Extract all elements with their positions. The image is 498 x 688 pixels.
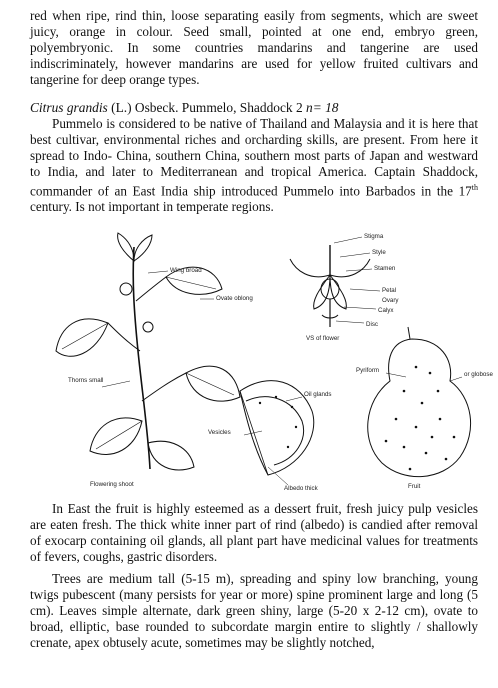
section-heading: [30, 100, 478, 116]
label-shoot: Flowering shoot: [90, 481, 134, 489]
label-petal: Petal: [382, 287, 397, 295]
label-stamen: Stamen: [374, 265, 396, 273]
chromosome-number: n= 18: [306, 100, 339, 115]
label-style: Style: [372, 249, 386, 257]
label-vs-flower: VS of flower: [306, 335, 340, 343]
illustration-drawing: [30, 231, 478, 493]
ordinal-suffix: th: [471, 183, 478, 192]
label-pyriform: Pyriform: [356, 367, 380, 375]
label-thorns: Thorns small: [68, 377, 104, 385]
author-citation: (L.) Osbeck.: [107, 100, 182, 115]
paragraph-uses: In East the fruit is highly esteemed as a dessert fruit, fresh juicy pulp vesicles are eaten fresh. The thick white inner part of rind (albedo) is candied after removal of exocarp containing oil glands, all plant part have medicinal values for treatments of fevers, coughs, gastric disorders.: [30, 501, 478, 565]
label-fruit: Fruit: [408, 483, 421, 491]
paragraph-origin-text-a: Pummelo is considered to be native of Thailand and Malaysia and it is here that best cultivar, environmental riches and orcharding skills, are present. From here it spread to Indo- China, southern China, southern most parts of Japan and westward to India, and later to Mediterranean and tropical America. Captain Shaddock, commander of an East India ship introduced Pummelo into Barbados in the 17: [30, 116, 478, 199]
label-albedo: Albedo thick: [284, 485, 318, 493]
label-vesicles: Vesicles: [208, 429, 231, 437]
paragraph-origin-text-b: century. Is not important in temperate regions.: [30, 199, 274, 215]
label-calyx: Calyx: [378, 307, 394, 315]
common-name: Pummelo, Shaddock 2: [181, 100, 306, 115]
botanical-illustration: [30, 231, 493, 493]
scientific-name: Citrus grandis: [30, 100, 108, 115]
label-globose: or globose: [464, 371, 493, 379]
label-wing: Wing broad: [170, 267, 202, 275]
oil-gland-dots: [259, 366, 456, 471]
label-stigma: Stigma: [364, 233, 384, 241]
paragraph-origin: [30, 116, 478, 215]
label-ovate: Ovate oblong: [216, 295, 253, 303]
paragraph-mandarin-end: red when ripe, rind thin, loose separating easily from segments, which are sweet juicy, orange in colour. Seed small, pointed at one end, embryo green, polyembryonic. In some countries mandarins and tangerine are used indiscriminately, however mandarins are used for yellow fruited cultivars and tangerine for deep orange types.: [30, 8, 478, 87]
label-ovary: Ovary: [382, 297, 399, 305]
label-oil-glands: Oil glands: [304, 391, 332, 399]
label-disc: Disc: [366, 321, 379, 329]
paragraph-description: Trees are medium tall (5-15 m), spreading and spiny low branching, young twigs pubescent (many persists for year or more) spine prominent large and long (5 cm). Leaves simple alternate, dark green shiny, large (5-20 x 2-12 cm), ovate to broad, elliptic, base rounded to subcordate margin entire to slightly / shallowly crenate, apex obtusely acute, sometimes may be slightly notched,: [30, 571, 478, 651]
document-page: [30, 8, 493, 651]
